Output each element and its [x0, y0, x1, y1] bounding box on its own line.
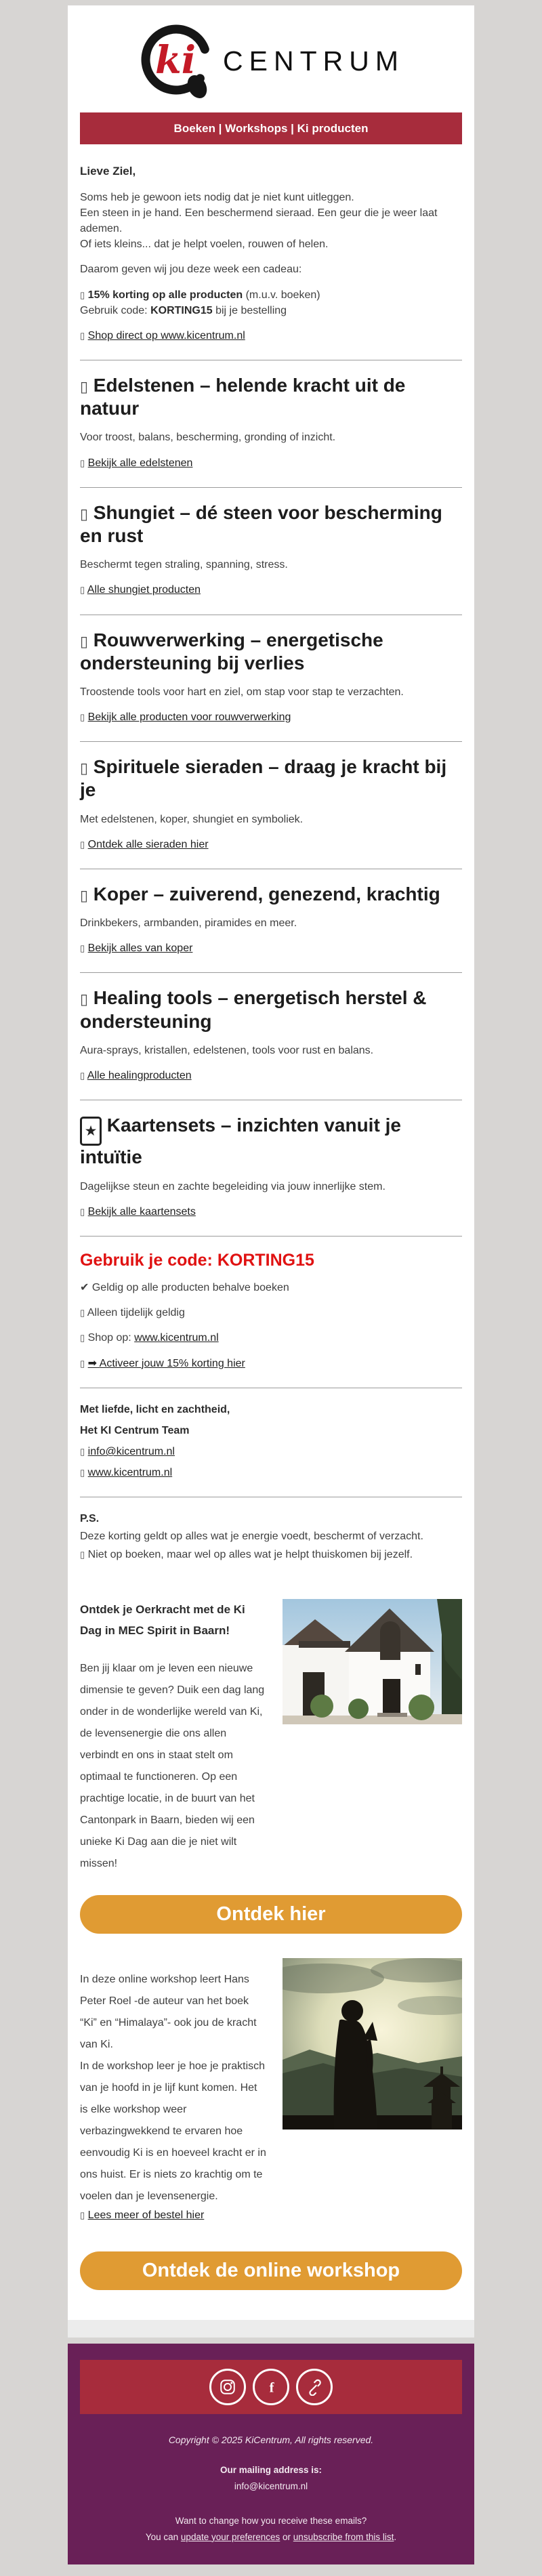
discount-code: KORTING15: [150, 304, 213, 316]
section-title-text: Shungiet – dé steen voor bescherming en rust: [80, 501, 442, 546]
logo-centrum-text: CENTRUM: [223, 45, 404, 77]
missing-emoji-icon: ▯: [80, 839, 85, 850]
offer-bold: 15% korting op alle producten: [87, 289, 243, 301]
intro-line-1: Soms heb je gewoon iets nodig dat je niet kunt uitleggen.: [80, 191, 354, 203]
logo: [68, 5, 474, 110]
email-footer: [68, 2344, 474, 2564]
mailing-address-email: info@kicentrum.nl: [234, 2481, 308, 2492]
missing-emoji-icon: ▯: [80, 944, 85, 955]
section-title-kaartensets: [80, 1114, 462, 1169]
section-title-text: Edelstenen – helende kracht uit de natuur: [80, 375, 406, 419]
shop-link-line: [80, 328, 462, 344]
missing-emoji-icon: ▯: [80, 713, 85, 724]
check-icon: ✔: [80, 1281, 89, 1293]
mailing-address-label: Our mailing address is:: [220, 2465, 322, 2476]
section-link-line: [80, 455, 462, 471]
section-desc: Troostende tools voor hart en ziel, om stap voor stap te verzachten.: [80, 686, 404, 698]
facebook-f-glyph: f: [269, 2380, 274, 2396]
promo-bullet-3: ▯ Shop op: www.kicentrum.nl: [80, 1332, 219, 1344]
email-card: [68, 5, 474, 2320]
missing-emoji-icon: ▯: [80, 1071, 85, 1081]
ps-block: [80, 1511, 462, 1562]
signoff-email-line: [80, 1444, 462, 1459]
code-pre: Gebruik code:: [80, 304, 151, 316]
rouwverwerking-link[interactable]: Bekijk alle producten voor rouwverwerking: [87, 711, 291, 724]
promo-heading: Gebruik je code: KORTING15: [80, 1250, 314, 1270]
kidag-image-column: [283, 1599, 462, 1724]
kidag-text-column: [80, 1599, 266, 1875]
star-card-icon: [80, 1117, 102, 1146]
section-title-shungiet: [80, 501, 462, 547]
logo-ki-text: ki: [154, 38, 196, 83]
promo-bullet-2: ▯ Alleen tijdelijk geldig: [80, 1307, 185, 1319]
offer-rest: (m.u.v. boeken): [243, 289, 320, 301]
email-body: [68, 144, 474, 2320]
sieraden-link[interactable]: Ontdek alle sieraden hier: [87, 838, 209, 850]
page-bottom-margin: [0, 2564, 542, 2576]
missing-emoji-icon: ▯: [80, 1358, 85, 1369]
gift-intro: Daarom geven wij jou deze week een cadeau:: [80, 264, 302, 276]
workshop-section: [80, 1958, 462, 2207]
preferences-line: You can update your preferences or unsubscribe from this list.: [145, 2531, 397, 2542]
section-title-healing-tools: [80, 986, 462, 1033]
section-link-line: [80, 709, 462, 725]
missing-emoji-icon: ▯: [80, 1468, 85, 1479]
signoff-site-line: [80, 1465, 462, 1480]
section-title-text: Kaartensets – inzichten vanuit je intuïtie: [80, 1115, 401, 1168]
missing-emoji-icon: ▯: [80, 290, 85, 301]
update-preferences-link[interactable]: update your preferences: [180, 2531, 280, 2542]
missing-emoji-icon: ▯: [80, 585, 85, 596]
section-desc: Drinkbekers, armbanden, piramides en meer.: [80, 917, 297, 930]
facebook-button[interactable]: [253, 2369, 289, 2405]
shop-site-link[interactable]: www.kicentrum.nl: [134, 1332, 219, 1344]
missing-emoji-icon: ▯: [80, 887, 89, 905]
missing-emoji-icon: ▯: [80, 991, 89, 1009]
missing-emoji-icon: ▯: [80, 458, 85, 469]
healing-link[interactable]: Alle healingproducten: [87, 1069, 192, 1081]
link-icon: [306, 2378, 323, 2396]
promo-bullet-1: ✔ Geldig op alle producten behalve boeken: [80, 1281, 289, 1293]
section-desc: Beschermt tegen straling, spanning, stress.: [80, 559, 288, 571]
unsubscribe-link[interactable]: unsubscribe from this list: [293, 2531, 394, 2542]
missing-emoji-icon: ▯: [80, 2210, 85, 2221]
section-title-text: Koper – zuiverend, genezend, krachtig: [93, 883, 440, 905]
email-link[interactable]: info@kicentrum.nl: [87, 1446, 175, 1458]
divider: [80, 972, 462, 973]
missing-emoji-icon: ▯: [80, 1308, 85, 1319]
section-gap: [68, 2320, 474, 2338]
section-desc: Dagelijkse steun en zachte begeleiding via jouw innerlijke stem.: [80, 1180, 385, 1192]
workshop-paragraph: [80, 1969, 266, 2207]
missing-emoji-icon: ▯: [80, 1550, 85, 1560]
workshop-text-column: [80, 1958, 266, 2207]
section-desc: Met edelstenen, koper, shungiet en symboliek.: [80, 813, 304, 825]
section-desc: Aura-sprays, kristallen, edelstenen, tools voor rust en balans.: [80, 1044, 374, 1056]
section-title-text: Spirituele sieraden – draag je kracht bij je: [80, 756, 447, 801]
missing-emoji-icon: ▯: [80, 1447, 85, 1458]
workshop-p2: In de workshop leer je hoe je praktisch van je hoofd in je lijf kunt komen. Het is elke workshop weer verbazingwekkend te ervaren hoe eenvoudig Ki is en hoeveel kracht er in ons huist. Er is niets zo krachtig om te voelen dan je levensenergie.: [80, 2060, 266, 2202]
kidag-heading: Ontdek je Oerkracht met de Ki Dag in MEC Spirit in Baarn!: [80, 1603, 245, 1638]
instagram-icon: [219, 2378, 236, 2396]
ps-label: P.S.: [80, 1513, 100, 1525]
kaartensets-link[interactable]: Bekijk alle kaartensets: [87, 1205, 196, 1218]
section-desc: Voor troost, balans, bescherming, gronding of inzicht.: [80, 432, 336, 444]
section-link-line: [80, 940, 462, 956]
star-glyph: ★: [84, 1123, 98, 1140]
change-emails-line: Want to change how you receive these emails?: [175, 2515, 367, 2526]
section-title-sieraden: [80, 755, 462, 802]
section-link-line: [80, 582, 462, 598]
koper-link[interactable]: Bekijk alles van koper: [87, 942, 193, 955]
copyright-line: Copyright © 2025 KiCentrum, All rights reserved.: [168, 2434, 374, 2446]
activate-discount-link[interactable]: ➡ Activeer jouw 15% korting hier: [87, 1357, 245, 1369]
section-link-line: [80, 1068, 462, 1083]
section-title-text: Rouwverwerking – energetische ondersteuning bij verlies: [80, 629, 383, 673]
instagram-button[interactable]: [209, 2369, 246, 2405]
online-workshop-button[interactable]: Ontdek de online workshop: [80, 2251, 462, 2290]
section-title-edelstenen: [80, 374, 462, 420]
offer-lines: [80, 287, 462, 318]
workshop-link-line: [80, 2207, 462, 2223]
website-button[interactable]: [296, 2369, 333, 2405]
missing-emoji-icon: ▯: [80, 1333, 85, 1344]
signoff-line-1: Met liefde, licht en zachtheid,: [80, 1403, 230, 1415]
intro-line-3: Of iets kleins... dat je helpt voelen, rouwen of helen.: [80, 238, 329, 251]
signoff-line-2: Het KI Centrum Team: [80, 1424, 190, 1436]
ps-line-1: Deze korting geldt op alles wat je energie voedt, beschermt of verzacht.: [80, 1530, 423, 1542]
intro-paragraph: [80, 190, 462, 253]
shungiet-link[interactable]: Alle shungiet producten: [87, 584, 201, 596]
nav-label: Boeken | Workshops | Ki producten: [173, 121, 369, 135]
divider: [80, 741, 462, 742]
missing-emoji-icon: ▯: [80, 379, 89, 396]
shop-direct-link[interactable]: Shop direct op www.kicentrum.nl: [87, 329, 245, 341]
arrow-icon: ➡: [87, 1357, 98, 1369]
greeting: Lieve Ziel,: [80, 165, 136, 178]
kidag-paragraph: Ben jij klaar om je leven een nieuwe dimensie te geven? Duik een dag lang onder in de wonderlijke wereld van Ki, de levensenergie die ons allen verbindt en ons in staat stelt om optimaal te functioneren. Op een prachtige locatie, in de buurt van het Cantonpark in Baarn, bieden wij een unieke Ki Dag aan die je niet wilt missen!: [80, 1662, 265, 1869]
workshop-read-more-link[interactable]: Lees meer of bestel hier: [87, 2209, 205, 2221]
missing-emoji-icon: ▯: [80, 505, 89, 523]
section-link-line: [80, 1204, 462, 1220]
divider: [80, 487, 462, 488]
activate-link-line: [80, 1356, 462, 1371]
missing-emoji-icon: ▯: [80, 331, 85, 341]
social-bar: [80, 2360, 462, 2414]
workshop-image-column: [283, 1958, 462, 2130]
nav-bar[interactable]: [80, 112, 462, 144]
signoff: [80, 1402, 462, 1481]
email-page: [0, 5, 542, 2576]
section-title-rouwverwerking: [80, 629, 462, 675]
intro-line-2: Een steen in je hand. Een beschermend sieraad. Een geur die je weer laat ademen.: [80, 207, 438, 235]
section-title-koper: [80, 883, 462, 906]
divider: [80, 1236, 462, 1237]
section-title-text: Healing tools – energetisch herstel & ondersteuning: [80, 987, 427, 1032]
facebook-icon: [262, 2378, 280, 2396]
code-post: bij je bestelling: [212, 304, 287, 316]
praying-silhouette-photo: [283, 1958, 462, 2130]
ki-enso-logo-icon: [138, 16, 220, 106]
mec-spirit-house-photo: [283, 1599, 462, 1724]
missing-emoji-icon: ▯: [80, 1207, 85, 1218]
ps-line-2: ▯ Niet op boeken, maar wel op alles wat je helpt thuiskomen bij jezelf.: [80, 1548, 413, 1560]
footer-text: [68, 2433, 474, 2544]
missing-emoji-icon: ▯: [80, 760, 89, 778]
edelstenen-link[interactable]: Bekijk alle edelstenen: [87, 457, 193, 469]
kidag-section: [80, 1599, 462, 1875]
section-link-line: [80, 837, 462, 852]
website-link[interactable]: www.kicentrum.nl: [87, 1467, 173, 1479]
workshop-p1: In deze online workshop leert Hans Peter Roel -de auteur van het boek “Ki” en “Himalaya”- ook jou de kracht van Ki.: [80, 1973, 257, 2050]
ontdek-hier-button[interactable]: Ontdek hier: [80, 1895, 462, 1934]
missing-emoji-icon: ▯: [80, 633, 89, 650]
